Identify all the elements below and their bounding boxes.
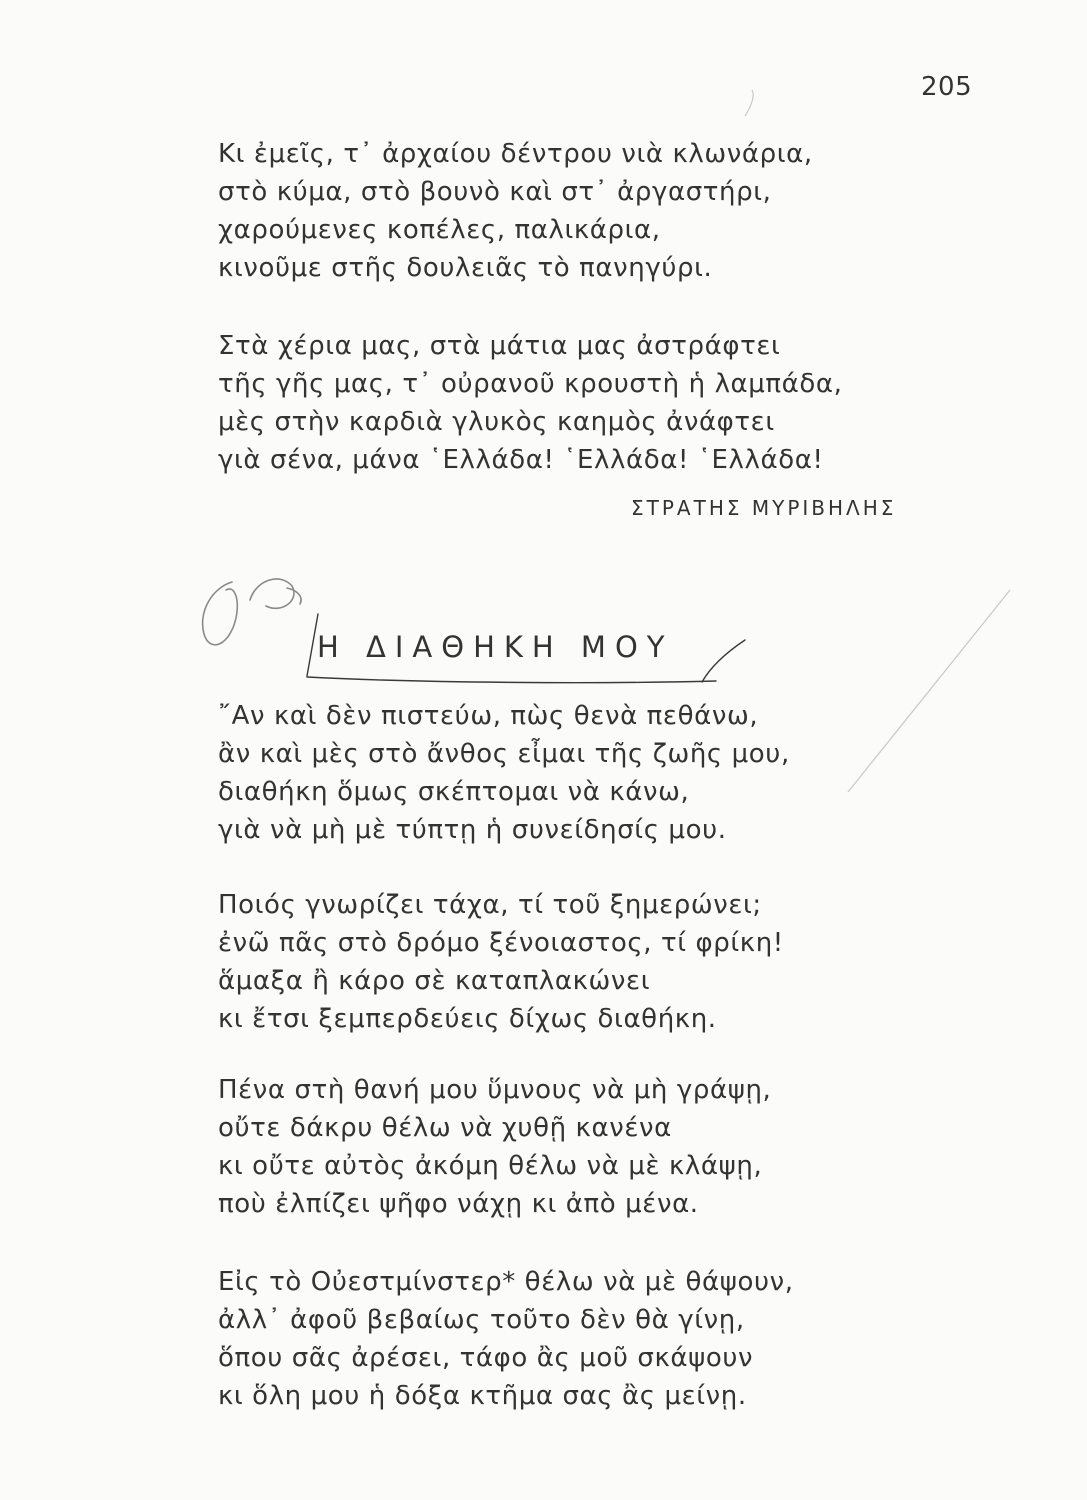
verse-line: Εἰς τὸ Οὐεστμίνστερ* θέλω νὰ μὲ θάψουν,: [218, 1267, 794, 1297]
poem-title: Η ΔΙΑΘΗΚΗ ΜΟΥ: [317, 630, 674, 664]
verse-line: κι οὔτε αὐτὸς ἀκόμη θέλω νὰ μὲ κλάψῃ,: [218, 1151, 763, 1181]
verse-line: Στὰ χέρια μας, στὰ μάτια μας ἀστράφτει: [218, 331, 781, 361]
verse-line: γιὰ σένα, μάνα ῾Ελλάδα! ῾Ελλάδα! ῾Ελλάδα!: [218, 445, 824, 475]
verse-line: οὔτε δάκρυ θέλω νὰ χυθῇ κανένα: [218, 1113, 672, 1143]
verse-line: ποὺ ἐλπίζει ψῆφο νάχῃ κι ἀπὸ μένα.: [218, 1189, 699, 1219]
verse-line: μὲς στὴν καρδιὰ γλυκὸς καημὸς ἀνάφτει: [218, 407, 775, 437]
verse-line: ὅπου σᾶς ἀρέσει, τάφο ἂς μοῦ σκάψουν: [218, 1343, 754, 1373]
verse-line: ῎Αν καὶ δὲν πιστεύω, πὼς θενὰ πεθάνω,: [218, 701, 759, 731]
poem1-stanza-1: [218, 135, 813, 287]
poem2-stanza-1: [218, 697, 790, 849]
verse-line: ἂν καὶ μὲς στὸ ἄνθος εἶμαι τῆς ζωῆς μου,: [218, 739, 790, 769]
verse-line: Κι ἐμεῖς, τ᾽ ἀρχαίου δέντρου νιὰ κλωνάρια,: [218, 139, 813, 169]
verse-line: τῆς γῆς μας, τ᾽ οὐρανοῦ κρουστὴ ἡ λαμπάδα,: [218, 369, 843, 399]
verse-line: γιὰ νὰ μὴ μὲ τύπτῃ ἡ συνείδησίς μου.: [218, 815, 727, 845]
verse-line: Ποιός γνωρίζει τάχα, τί τοῦ ξημερώνει;: [218, 890, 762, 920]
verse-line: Πένα στὴ θανή μου ὕμνους νὰ μὴ γράψῃ,: [218, 1075, 772, 1105]
verse-line: ἐνῶ πᾶς στὸ δρόμο ξένοιαστος, τί φρίκη!: [218, 928, 784, 958]
poem2-stanza-4: [218, 1263, 794, 1415]
poem2-stanza-3: [218, 1071, 771, 1223]
verse-line: διαθήκη ὅμως σκέπτομαι νὰ κάνω,: [218, 777, 690, 807]
verse-line: ἀλλ᾽ ἀφοῦ βεβαίως τοῦτο δὲν θὰ γίνῃ,: [218, 1305, 745, 1335]
verse-line: κι ἔτσι ξεμπερδεύεις δίχως διαθήκη.: [218, 1004, 717, 1034]
poem2-stanza-2: [218, 886, 784, 1038]
verse-line: χαρούμενες κοπέλες, παλικάρια,: [218, 215, 661, 245]
page-number: 205: [921, 72, 973, 102]
author-signature: ΣΤΡΑΤΗΣ ΜΥΡΙΒΗΛΗΣ: [631, 496, 897, 520]
verse-line: στὸ κύμα, στὸ βουνὸ καὶ στ᾽ ἀργαστήρι,: [218, 177, 772, 207]
poem1-stanza-2: [218, 327, 843, 479]
verse-line: κι ὅλη μου ἡ δόξα κτῆμα σας ἂς μείνῃ.: [218, 1381, 747, 1411]
verse-line: ἅμαξα ἢ κάρο σὲ καταπλακώνει: [218, 966, 651, 996]
verse-line: κινοῦμε στῆς δουλειᾶς τὸ πανηγύρι.: [218, 253, 713, 283]
